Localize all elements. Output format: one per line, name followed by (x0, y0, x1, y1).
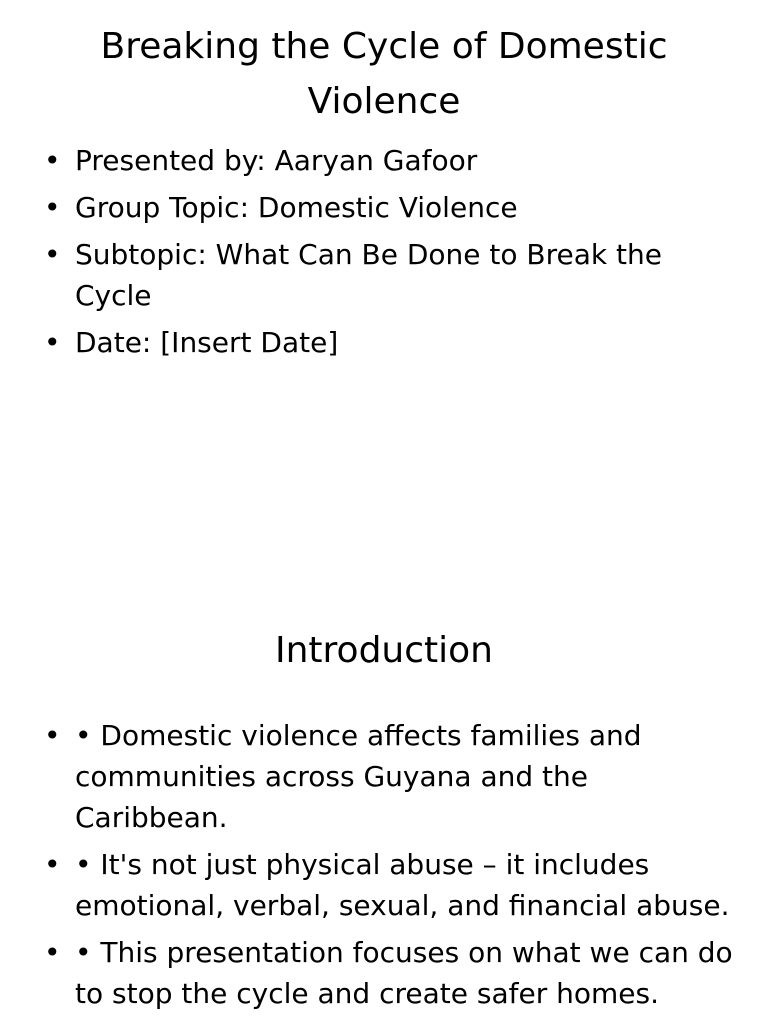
bullet-abuse-types: • • It's not just physical abuse – it includes emotional, verbal, sexual, and financial abuse. (40, 844, 740, 926)
slide-1-title: Breaking the Cycle of Domestic Violence (100, 26, 668, 122)
bullet-presentation-focus: • • This presentation focuses on what we can do to stop the cycle and create safer homes. (40, 932, 740, 1014)
bullet-presenter: • Presented by: Aaryan Gafoor (40, 140, 740, 181)
bullet-group-topic: • Group Topic: Domestic Violence (40, 187, 740, 228)
bullet-date: • Date: [Insert Date] (40, 322, 740, 363)
bullet-affects-families: • • Domestic violence affects families and communities across Guyana and the Caribbean. (40, 715, 740, 838)
slide-2-bullet-list (40, 715, 740, 1020)
slide-1-bullet-list (40, 140, 740, 369)
bullet-subtopic: • Subtopic: What Can Be Done to Break the Cycle (40, 234, 740, 316)
slide-introduction (0, 512, 768, 1024)
slide-2-title: Introduction (274, 630, 493, 671)
